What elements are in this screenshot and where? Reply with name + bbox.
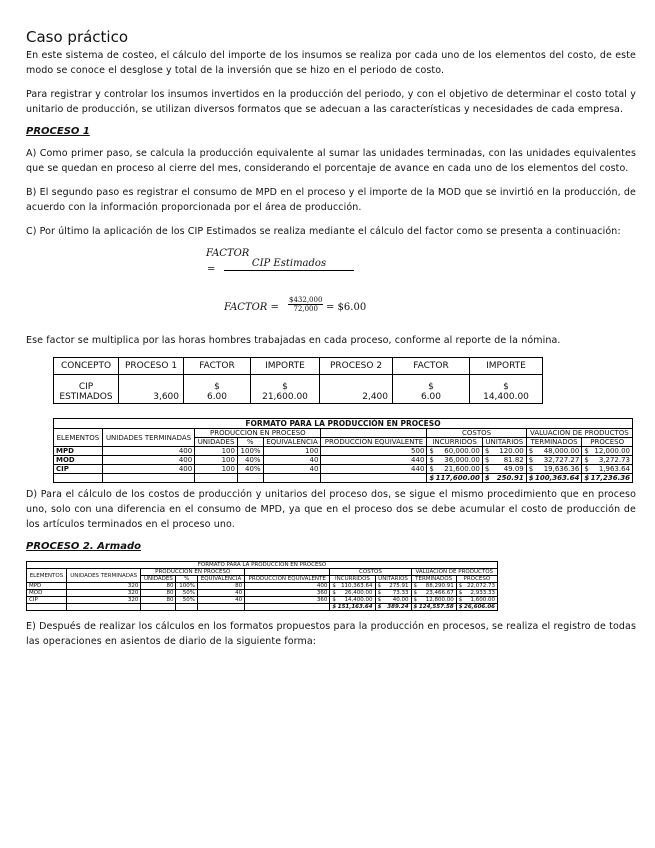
currency-symbol: $	[528, 465, 534, 473]
cell-importe-1	[251, 375, 320, 404]
cell-value: 49.09	[503, 465, 524, 473]
table2-h-unitarios: UNITARIOS	[375, 576, 411, 583]
currency-symbol: $	[332, 604, 337, 610]
factor-2-symbol: $	[428, 382, 434, 392]
cell-pro	[456, 583, 497, 590]
table2-body	[27, 583, 498, 611]
cell-ter	[411, 590, 456, 597]
currency-symbol: $	[458, 590, 463, 596]
table-row	[27, 583, 498, 590]
currency-symbol: $	[332, 590, 336, 596]
cell-eq: 80	[197, 583, 244, 590]
cell-eq: 100	[263, 447, 321, 456]
table-row	[27, 597, 498, 604]
cell-value: 2,933.33	[470, 590, 495, 596]
total-value: 100,363.64	[535, 474, 580, 482]
intro-paragraph-1: En este sistema de costeo, el cálculo del importe de los insumos se realiza por cada uno de los elementos del costo, de este modo se conoce el desglose y total de la inversión que se hizo en el periodo de costo.	[26, 50, 636, 76]
step-b-paragraph: B) El segundo paso es registrar el consumo de MPD en el proceso y el importe de la MOD que se invirtió en la producción, de acuerdo con la información proporcionada por el área de producción.	[26, 187, 636, 213]
cell-value: 1,963.64	[598, 465, 630, 473]
cell-value: 36,000.00	[444, 456, 480, 464]
currency-symbol: $	[413, 590, 418, 596]
concepto-line-1: CIP	[78, 382, 94, 392]
proceso-1-heading: PROCESO 1	[26, 126, 90, 137]
currency-symbol: $	[584, 456, 589, 464]
step-e-paragraph: E) Después de realizar los cálculos en los formatos propuestos para la producción en procesos, se realiza el registro de todas las operaciones en asientos de diario de la siguiente forma:	[26, 621, 636, 647]
intro-paragraph-2: Para registrar y controlar los insumos invertidos en la producción del periodo, y con el objetivo de determinar el costo total y unitario de producción, se utilizan diversos formatos que se adecuan a las características y necesidades de cada empresa.	[26, 89, 636, 115]
cell-concepto	[54, 375, 119, 404]
cell-factor-2	[393, 375, 470, 404]
currency-symbol: $	[528, 456, 534, 464]
cell-pct: 50%	[176, 590, 197, 597]
table2-h-incurridos: INCURRIDOS	[330, 576, 375, 583]
cell-proceso-1: 3,600	[119, 375, 184, 404]
table2-h-elementos: ELEMENTOS	[27, 569, 67, 583]
cell-value: 21,600.00	[444, 465, 480, 473]
th-proceso-2: PROCESO 2	[320, 358, 393, 375]
table2-h-proceso: PROCESO	[456, 576, 497, 583]
table1-h-proceso: PROCESO	[582, 438, 633, 447]
cell-ut: 320	[66, 590, 140, 597]
table2-h-unidades: UNIDADES	[141, 576, 176, 583]
currency-symbol: $	[413, 583, 418, 589]
empty-cell	[237, 474, 263, 483]
table2-h-valuacion: VALUACIÓN DE PRODUCTOS	[411, 569, 497, 576]
cell-importe-2	[470, 375, 543, 404]
table1-h-valuacion: VALUACIÓN DE PRODUCTOS	[526, 429, 632, 438]
th-concepto: CONCEPTO	[54, 358, 119, 375]
total-pro	[582, 474, 633, 483]
cell-un: 80	[141, 583, 176, 590]
table2-title: FORMATO PARA LA PRODUCCIÓN EN PROCESO	[27, 562, 498, 569]
table-row	[54, 456, 633, 465]
total-inc	[427, 474, 482, 483]
cell-pro	[456, 590, 497, 597]
cell-value: 48,000.00	[543, 447, 580, 455]
currency-symbol: $	[584, 447, 589, 455]
importe-1-symbol: $	[282, 382, 288, 392]
cell-proceso-2: 2,400	[320, 375, 393, 404]
cell-el: MOD	[54, 456, 103, 465]
cell-value: 60,000.00	[444, 447, 480, 455]
th-proceso-1: PROCESO 1	[119, 358, 184, 375]
totals-row	[54, 474, 633, 483]
total-value: 117,600.00	[435, 474, 480, 482]
table1-h-unidades-terminadas: UNIDADES TERMINADAS	[102, 429, 194, 447]
cell-un: 80	[141, 597, 176, 604]
cell-el: MPD	[54, 447, 103, 456]
currency-symbol: $	[377, 604, 382, 610]
production-table-2	[26, 561, 498, 611]
currency-symbol: $	[377, 597, 382, 603]
total-inc	[330, 604, 375, 611]
cell-value: 32,727.27	[543, 456, 580, 464]
total-ter	[411, 604, 456, 611]
currency-symbol: $	[429, 456, 434, 464]
step-a-paragraph: A) Como primer paso, se calcula la producción equivalente al sumar las unidades terminadas, con las unidades equivalentes que se quedan en proceso al cierre del mes, considerando el porcentaje de avance en cada uno de los elementos del costo.	[26, 148, 636, 174]
cell-ut: 320	[66, 597, 140, 604]
total-ter	[526, 474, 582, 483]
formula-factor-label-2: FACTOR =	[224, 302, 279, 313]
totals-row	[27, 604, 498, 611]
th-factor-1: FACTOR	[184, 358, 251, 375]
factor-table-row	[54, 375, 543, 404]
cell-ter	[526, 456, 582, 465]
total-value: 151,163.64	[337, 604, 373, 610]
currency-symbol: $	[484, 456, 490, 464]
cell-ut: 400	[102, 456, 194, 465]
cell-ter	[526, 447, 582, 456]
currency-symbol: $	[584, 474, 590, 482]
cell-inc	[330, 590, 375, 597]
cell-value: 73.33	[392, 590, 409, 596]
table1-body	[54, 447, 633, 483]
currency-symbol: $	[458, 583, 463, 589]
empty-cell	[66, 604, 140, 611]
cell-pct: 50%	[176, 597, 197, 604]
importe-1-value: 21,600.00	[262, 392, 308, 402]
cell-uni	[375, 583, 411, 590]
currency-symbol: $	[484, 465, 490, 473]
cell-pro	[582, 465, 633, 474]
empty-cell	[321, 474, 427, 483]
factor-1-value: 6.00	[206, 392, 228, 402]
cell-ter	[411, 597, 456, 604]
table2-h-costos: COSTOS	[330, 569, 411, 576]
cell-uni	[375, 590, 411, 597]
table1-h-costos: COSTOS	[427, 429, 526, 438]
cell-value: 12,800.00	[425, 597, 454, 603]
document-page	[26, 24, 636, 658]
total-value: 124,557.58	[418, 604, 454, 610]
cell-value: 14,400.00	[344, 597, 373, 603]
factor-note: Ese factor se multiplica por las horas hombres trabajadas en cada proceso, conforme al reporte de la nómina.	[26, 335, 561, 346]
factor-2-value: 6.00	[420, 392, 442, 402]
table2-h-terminados: TERMINADOS	[411, 576, 456, 583]
empty-cell	[102, 474, 194, 483]
empty-cell	[54, 474, 103, 483]
table1-h-produccion-en-proceso: PRODUCCIÓN EN PROCESO	[195, 429, 321, 438]
table1-h-unitarios: UNITARIOS	[482, 438, 526, 447]
currency-symbol: $	[377, 583, 382, 589]
step-c-paragraph: C) Por último la aplicación de los CIP Estimados se realiza mediante el cálculo del factor como se presenta a continuación:	[26, 226, 621, 237]
cell-pe: 440	[321, 465, 427, 474]
cell-ut: 400	[102, 465, 194, 474]
empty-cell	[263, 474, 321, 483]
empty-cell	[27, 604, 67, 611]
formula-fraction	[288, 296, 323, 313]
currency-symbol: $	[332, 597, 336, 603]
cell-eq: 40	[263, 465, 321, 474]
empty-cell	[245, 604, 330, 611]
cell-pct: 100%	[237, 447, 263, 456]
cell-eq: 40	[197, 597, 244, 604]
th-importe-2: IMPORTE	[470, 358, 543, 375]
table1-h-unidades: UNIDADES	[195, 438, 238, 447]
table1-h-equivalencia: EQUIVALENCIA	[263, 438, 321, 447]
table2-h-pct: %	[176, 576, 197, 583]
cell-el: CIP	[54, 465, 103, 474]
importe-2-symbol: $	[503, 382, 509, 392]
currency-symbol: $	[413, 597, 418, 603]
cell-value: 3,272.73	[598, 456, 630, 464]
cell-pe: 400	[245, 583, 330, 590]
step-d-paragraph: D) Para el cálculo de los costos de producción y unitarios del proceso dos, se sigue el mismo procedimiento que en proceso uno, solo con una diferencia en el consumo de MPD, ya que en el proceso dos se debe acumular el costo de producción de los artículos terminados en el proceso uno.	[26, 489, 636, 530]
total-uni	[375, 604, 411, 611]
currency-symbol: $	[332, 583, 336, 589]
cell-pro	[456, 597, 497, 604]
concepto-line-2: ESTIMADOS	[59, 392, 113, 402]
cell-eq: 40	[263, 456, 321, 465]
cell-value: 81.82	[503, 456, 524, 464]
cell-value: 12,000.00	[594, 447, 630, 455]
empty-cell	[197, 604, 244, 611]
cell-pct: 40%	[237, 465, 263, 474]
currency-symbol: $	[584, 465, 589, 473]
formula-result: = $6.00	[326, 302, 367, 313]
cell-ut: 400	[102, 447, 194, 456]
cell-inc	[330, 583, 375, 590]
formula-equals: =	[207, 264, 216, 275]
cell-un: 100	[195, 447, 238, 456]
cell-uni	[482, 465, 526, 474]
cell-pe: 500	[321, 447, 427, 456]
cell-value: 1,600.00	[470, 597, 495, 603]
total-value: 250.91	[496, 474, 524, 482]
total-value: 389.24	[387, 604, 409, 610]
cell-ut: 320	[66, 583, 140, 590]
table2-h-unidades-terminadas: UNIDADES TERMINADAS	[66, 569, 140, 583]
factor-formula	[26, 248, 636, 333]
cell-un: 100	[195, 456, 238, 465]
cell-el: MPD	[27, 583, 67, 590]
cell-factor-1	[184, 375, 251, 404]
cell-ter	[411, 583, 456, 590]
cell-value: 88,290.91	[425, 583, 454, 589]
th-factor-2: FACTOR	[393, 358, 470, 375]
cell-un: 100	[195, 465, 238, 474]
formula-cip-label: CIP Estimados	[224, 258, 354, 271]
currency-symbol: $	[429, 447, 434, 455]
cell-value: 110,363.64	[341, 583, 373, 589]
cell-inc	[330, 597, 375, 604]
currency-symbol: $	[429, 465, 434, 473]
table2-h-produccion-equivalente: PRODUCCIÓN EQUIVALENTE	[245, 576, 330, 583]
cell-inc	[427, 465, 482, 474]
cell-pct: 40%	[237, 456, 263, 465]
cell-value: 19,636.36	[543, 465, 580, 473]
page-title: Caso práctico	[26, 28, 129, 46]
cell-pro	[582, 456, 633, 465]
currency-symbol: $	[458, 597, 463, 603]
total-uni	[482, 474, 526, 483]
importe-2-value: 14,400.00	[483, 392, 529, 402]
cell-pe: 360	[245, 590, 330, 597]
cell-el: CIP	[27, 597, 67, 604]
cell-un: 80	[141, 590, 176, 597]
table1-title: FORMATO PARA LA PRODUCCIÓN EN PROCESO	[54, 419, 633, 429]
total-pro	[456, 604, 497, 611]
th-importe-1: IMPORTE	[251, 358, 320, 375]
currency-symbol: $	[413, 604, 418, 610]
table1-h-terminados: TERMINADOS	[526, 438, 582, 447]
table-row	[27, 590, 498, 597]
currency-symbol: $	[484, 447, 490, 455]
table2-h-equivalencia: EQUIVALENCIA	[197, 576, 244, 583]
proceso-2-heading: PROCESO 2. Armado	[26, 541, 141, 552]
cell-value: 275.91	[389, 583, 409, 589]
table2-h-produccion-en-proceso: PRODUCCIÓN EN PROCESO	[141, 569, 245, 576]
cell-uni	[482, 447, 526, 456]
cell-inc	[427, 447, 482, 456]
total-value: 17,236.36	[590, 474, 630, 482]
cell-el: MOD	[27, 590, 67, 597]
currency-symbol: $	[429, 474, 435, 482]
table1-h-incurridos: INCURRIDOS	[427, 438, 482, 447]
total-value: 26,606.06	[464, 604, 495, 610]
table1-h-produccion-equivalente: PRODUCCIÓN EQUIVALENTE	[321, 438, 427, 447]
currency-symbol: $	[377, 590, 382, 596]
cell-value: 26,400.00	[344, 590, 373, 596]
cell-ter	[526, 465, 582, 474]
cell-uni	[375, 597, 411, 604]
factor-table-header	[54, 358, 543, 375]
cell-eq: 40	[197, 590, 244, 597]
table1-h-pct: %	[237, 438, 263, 447]
currency-symbol: $	[484, 474, 490, 482]
cell-value: 23,466.67	[425, 590, 454, 596]
production-table-1	[53, 418, 633, 483]
formula-factor-label: FACTOR	[206, 248, 250, 259]
table-row	[54, 465, 633, 474]
empty-cell	[176, 604, 197, 611]
formula-denominator: 72,000	[293, 305, 318, 313]
cell-pct: 100%	[176, 583, 197, 590]
cell-pe: 360	[245, 597, 330, 604]
cell-uni	[482, 456, 526, 465]
currency-symbol: $	[528, 447, 534, 455]
empty-cell	[195, 474, 238, 483]
formula-numerator: $432,000	[289, 296, 323, 304]
cell-value: 120.00	[499, 447, 524, 455]
table-row	[54, 447, 633, 456]
cell-value: 40.00	[392, 597, 409, 603]
cell-value: 22,072.73	[467, 583, 495, 589]
factor-1-symbol: $	[214, 382, 220, 392]
empty-cell	[141, 604, 176, 611]
currency-symbol: $	[528, 474, 534, 482]
currency-symbol: $	[458, 604, 463, 610]
factor-table	[53, 357, 543, 404]
cell-pro	[582, 447, 633, 456]
cell-pe: 440	[321, 456, 427, 465]
table1-h-elementos: ELEMENTOS	[54, 429, 103, 447]
cell-inc	[427, 456, 482, 465]
